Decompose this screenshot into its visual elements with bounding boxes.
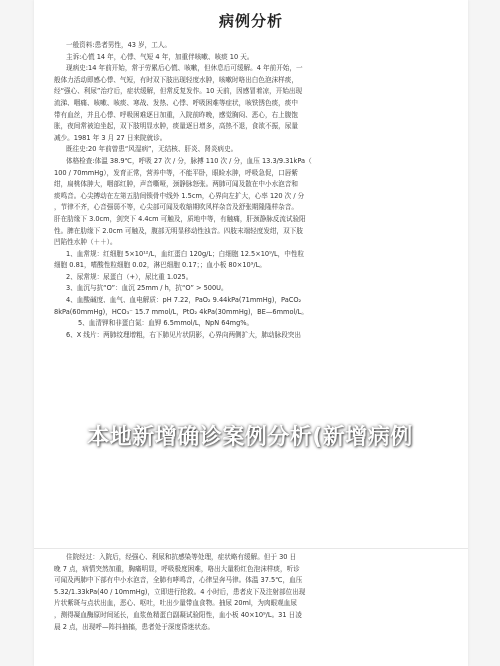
course-line: 晚 7 点，病情突然加重，胸痛明显，呼吸极度困难，咯出大量粉红色泡沫样痰，听诊	[54, 564, 300, 573]
physical-line: 体格检查:体温 38.9℃，呼吸 27 次 / 分，脉搏 110 次 / 分，血压 13.3/9.31kPa（	[66, 156, 312, 165]
present-line: 减少。1981 年 3 月 27 日来院就诊。	[54, 133, 167, 142]
physical-line: 痰鸣音。心尖搏动在左第五肋间锁骨中线外 1.5cm，心界向左扩大，心率 120 次 / 分	[54, 191, 305, 200]
lab-line: 细胞 0.81，嗜酸性粒细胞 0.02，淋巴细胞 0.17；；血小板 80×10⁹/L。	[54, 261, 266, 270]
course-line: 片状紫斑与点状出血，恶心、呕吐，吐出少量带血食物。抽尿 20ml，为肉眼观血尿	[54, 599, 297, 608]
lab-line: 2、尿常规：尿蛋白（+），尿比重 1.025。	[66, 272, 193, 281]
present-line: 现病史:14 年前开始，常于劳累后心慌、咳嗽，但休息后可缓解。4 年前开始，一	[66, 64, 303, 73]
headline-text: 本地新增确诊案例分析(新增病例	[87, 424, 413, 450]
present-line: 经“强心、利尿”治疗后，症状缓解，但常反复发作。10 天前，因感冒着凉，开始出现	[54, 87, 303, 96]
physical-line: 绀，扁桃体肿大，咽部红肿，声音嘶哑，颈静脉怒张。两肺可闻及散在中小水泡音和	[54, 180, 298, 189]
physical-line: ，节律不齐，心音强弱不等，心尖部可闻及收缩期吹风样杂音及舒张期隆隆样杂音。	[54, 203, 298, 212]
course-line: 住院经过：入院后，经强心、利尿和抗感染等处理，症状略有缓解。但于 30 日	[66, 553, 297, 561]
document-page	[34, 0, 468, 666]
lab-line: 8kPa(60mmHg)，HCO₃⁻ 15.7 mmol/L，PtO₂ 4kPa(30mmHg)，BE—6mmol/L。	[54, 307, 308, 316]
lab-line: 4、血酸碱度、血气、血电解质：pH 7.22，PaO₂ 9.44kPa(71mmHg)，PaCO₂	[66, 296, 302, 305]
lab-line: 5、血清钾和非蛋白氮：血钾 6.5mmol/L，NpN 64mg%。	[78, 319, 254, 328]
present-line: 般体力活动即感心悸、气短，有时双下肢出现轻度水肿，咳嗽时咯出白色泡沫样痰，	[54, 75, 298, 84]
course-line: 5.32/1.33kPa(40 / 10mmHg)，立即进行抢救。4 小时后，患者皮下及注射部位出现	[54, 587, 306, 596]
present-line: 流涕、咽痛、咳嗽、咳痰、寒战、发热、心悸、呼吸困难等症状，咳铁锈色痰，痰中	[54, 98, 298, 107]
lab-line: 3、血沉与抗“O”：血沉 25mm / h，抗“O” > 500U。	[66, 284, 228, 293]
hospital-course-section	[54, 552, 452, 633]
past-history: 既往史:20 年前曾患“风湿病”，无结核、肝炎、肾炎病史。	[66, 145, 238, 154]
page-title: 病例分析	[218, 12, 283, 30]
general-info: 一般资料:患者男性，43 岁，工人。	[66, 41, 172, 49]
physical-line: 凹陷性水肿（＋＋）。	[54, 238, 117, 247]
chief-complaint: 主诉:心慌 14 年，心悸、气短 4 年，加重伴咳嗽、咳痰 10 天。	[66, 52, 254, 61]
physical-line: 100 / 70mmHg），发育正常，营养中等，不能平卧，眼睑水肿，呼吸急促，口唇紫	[54, 168, 298, 177]
present-line: 带有血丝，并且心悸、呼吸困难逐日加重，入院前昨晚，感觉胸闷、恶心，右上腹饱	[54, 110, 298, 119]
headline-banner	[0, 414, 500, 456]
course-line: ，测得凝血酶原时间延长，血浆鱼精蛋白副凝试验阳性，血小板 40×10⁹/L。31 日凌	[54, 610, 302, 619]
physical-line: 性。脾在肋缘下 2.0cm 可触及，腹部无明显移动性浊音。四肢末端轻度发绀，双下肢	[54, 226, 303, 235]
lab-line: 6、X 线片：两肺纹理增粗，右下肺见片状阴影，心界向两侧扩大，肺动脉段突出	[66, 330, 301, 339]
physical-line: 肝在肋缘下 3.0cm，剑突下 4.4cm 可触及，质地中等，有触痛，肝颈静脉反流试验阳	[54, 214, 306, 223]
course-line: 可闻及两肺中下部有中小水泡音，全肺有哮鸣音，心律呈奔马律。体温 37.5℃，血压	[54, 576, 303, 585]
lab-line: 1、血常规：红细胞 5×10¹²/L，血红蛋白 120g/L；白细胞 12.5×10⁹/L，中性粒	[66, 249, 305, 258]
present-line: 胀，夜间常被迫坐起，双下肢明显水肿，痰量逐日增多，高热不退，食欲不振，尿量	[54, 122, 298, 131]
case-text-section	[54, 40, 452, 341]
course-line: 晨 2 点，出现呼—阵抖抽搐，患者处于深度昏迷状态。	[54, 622, 215, 631]
page-divider	[34, 548, 468, 549]
